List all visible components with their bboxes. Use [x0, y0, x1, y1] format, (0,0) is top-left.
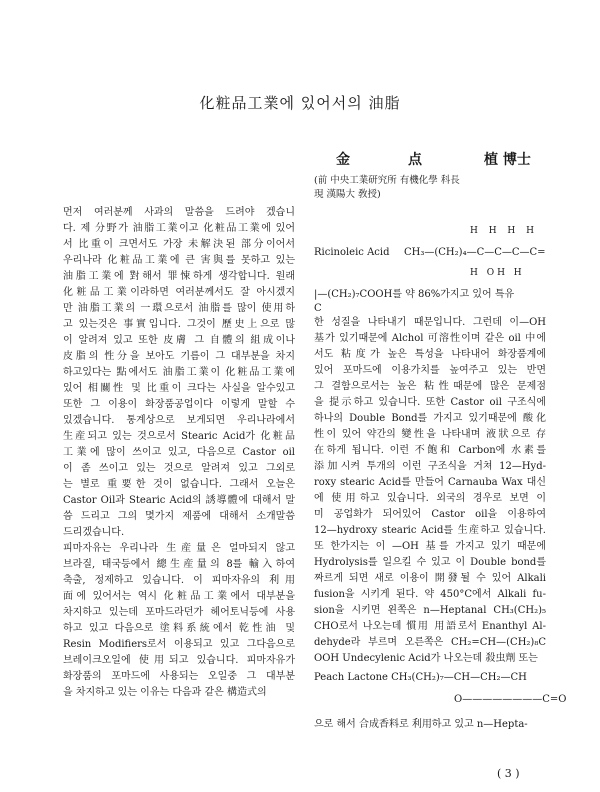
text-line: Hydrolysis를 일으킬 수 있고 이 Double bond를	[314, 557, 546, 568]
text-line: 화장품의 포마드에 사용되는 오일중 그 대부분	[63, 671, 295, 682]
article-title: 化粧品工業에 있어서의 油脂	[199, 94, 401, 112]
text-line: sion을 시키면 왼쪽은 n—Heptanal CH₃(CH₂)₅	[314, 605, 546, 616]
text-line: 씀 드리고 그의 몇가지 제품에 대해서 소개말씀	[63, 511, 295, 522]
text-line: 하고있다는 點에서도 油脂工業이 化粧品工業에	[63, 367, 295, 378]
text-line: 하고 있고 다음으로 塗料系統에서 乾性油 및	[63, 623, 295, 634]
text-line: 피마자유는 우리나라 生産量은 얼마되지 않고	[63, 543, 295, 554]
peach-line-2: O————————C=O	[454, 694, 567, 705]
author-affiliation-2: 現 漢陽大 敎授)	[314, 189, 381, 200]
text-line: 짜르게 되면 새로 이용이 開發될 수 있어 Alkali	[314, 573, 546, 584]
text-line: 있어 相關性 및 比重이 크다는 사실을 알수있고	[63, 383, 295, 394]
text-line: 먼저 여러분께 사과의 말씀을 드려야 겠습니	[63, 207, 295, 218]
ricinoleic-formula	[314, 205, 546, 278]
text-line: 미 공업화가 되어있어 Castor oil을 이용하여	[314, 509, 546, 520]
text-line: 한 성질을 나타내기 때문입니다. 그런데 이—OH	[314, 317, 546, 328]
text-line: 을 차지하고 있는 이유는 다음과 같은 構造式의	[63, 687, 267, 698]
text-line: 서도 粘度가 높은 특성을 나타내어 화장품계에	[314, 349, 546, 360]
text-line: 基가 있기때문에 Alchol 可溶性이며 같은 oil 中에	[314, 333, 546, 344]
text-line: 차지하고 있는데 포마드라던가 헤어토닉등에 사용	[63, 607, 295, 618]
author-surname: 金	[336, 152, 350, 168]
text-line: 12—hydroxy stearic Acid를 生産하고 있습니다.	[314, 525, 546, 536]
formula-chain: CH₃—(CH₂)₄—C—C—C—C=	[404, 247, 546, 258]
text-line: Castor Oil과 Stearic Acid의 誘導體에 대해서 말	[63, 495, 295, 506]
text-line: 서 比重이 크면서도 가장 未解決된 部分이어서	[63, 239, 295, 250]
text-line: 이 좀 쓰이고 있는 것으로 알려져 있고 그외로	[63, 463, 295, 474]
text-line: roxy stearic Acid를 만들어 Carnauba Wax 대신	[314, 477, 546, 488]
text-line: 만 油脂工業의 一環으로서 油脂를 많이 使用하	[63, 303, 295, 314]
text-line: dehyde라 부르며 오른쪽은 CH₂=CH—(CH₂)₈C	[314, 637, 546, 648]
author-affiliation-1: (前 中央工業研究所 有機化學 科長	[314, 175, 460, 186]
text-line: 그 결함으로서는 높은 粘性때문에 많은 문제점	[314, 381, 546, 392]
text-line: 化粧品工業이라하면 여러분께서도 잘 아시겠지	[63, 287, 295, 298]
text-line: 고 있는것은 事實입니다. 그것이 歷史上으로 많	[63, 319, 295, 330]
text-line: 皮脂의 性分을 보아도 기름이 그 대부분을 차지	[63, 351, 295, 362]
text-line: 브레이크오일에 使用되고 있습니다. 피마자유가	[63, 655, 295, 666]
formula-tail: |—(CH₂)₇COOH를 약 86%가지고 있어 특유	[314, 289, 515, 300]
formula-label: Ricinoleic Acid	[314, 247, 390, 258]
left-column	[63, 205, 295, 701]
peach-line-1: Peach Lactone CH₃(CH₂)₇—CH—CH₂—CH	[314, 672, 527, 683]
text-line: 또 한가지는 이 —OH 基를 가지고 있기 때문에	[314, 541, 546, 552]
text-line: 이 알려져 있고 또한 皮膚 그 自體의 組成이나	[63, 335, 295, 346]
text-line: 面에 있어서는 역시 化粧品工業에서 대부분을	[63, 591, 295, 602]
text-line: fusion을 시키게 된다. 약 450°C에서 Alkali fu-	[314, 589, 546, 600]
text-line: OOH Undecylenic Acid가 나오는데 殺虫劑 또는	[314, 653, 538, 664]
text-line: 에 使用하고 있습니다. 외국의 경우로 보면 이	[314, 493, 546, 504]
text-line: 生産되고 있는 것으로서 Stearic Acid가 化粧品	[63, 431, 295, 442]
text-line: 油脂工業에 對해서 罪悚하게 생각합니다. 원래	[63, 271, 295, 282]
text-line: 축출, 정제하고 있습니다. 이 피마자유의 利用	[63, 575, 295, 586]
peach-lactone-formula	[314, 667, 567, 717]
page-number: ( 3 )	[497, 767, 520, 780]
text-line: 브라질, 태국등에서 總生産量의 8를 輸入하여	[63, 559, 295, 570]
text-line: 있어 포마드에 이용가치를 높여주고 있는 반면	[314, 365, 546, 376]
right-column-text-b	[314, 717, 546, 733]
text-line: 添加시켜 투개의 이런 구조식을 거쳐 12—Hyd-	[314, 461, 546, 472]
author-given-1: 点	[408, 152, 422, 168]
formula-h-top: H H H H	[470, 226, 538, 236]
text-line: 으로 해서 合成香料로 利用하고 있고 n—Hepta-	[314, 719, 528, 730]
text-line: 性이 있어 약간의 變性을 나타내며 液狀으로 存	[314, 429, 546, 440]
text-line: 다. 제 分野가 油脂工業이고 化粧品工業에 있어	[63, 223, 295, 234]
text-line: 또한 그 이용이 화장품공업이다 이렇게 말할 수	[63, 399, 295, 410]
text-line: 을 提示하고 있습니다. 또한 Castor oil 구조식에	[314, 397, 546, 408]
text-line: Resin Modifiers로서 이용되고 있고 그다음으로	[63, 639, 295, 650]
text-line: 在하게 됩니다. 이런 不飽和 Carbon에 水素를	[314, 445, 546, 456]
text-line: CHO로서 나오는데 慣用 用語로서 Enanthyl Al-	[314, 621, 546, 632]
right-column	[314, 205, 567, 733]
formula-c: C	[314, 303, 322, 314]
right-column-text-a	[314, 315, 546, 667]
text-line: 하나의 Double Bond를 가지고 있기때문에 酸化	[314, 413, 546, 424]
text-line: 工業에 많이 쓰이고 있고, 다음으로 Castor oil	[63, 447, 295, 458]
author-given-2: 植 博士	[484, 152, 531, 168]
text-line: 우리나라 化粧品工業에 큰 害與를 못하고 있는	[63, 255, 295, 266]
text-line: 는 별로 重要한 것이 없습니다. 그래서 오늘은	[63, 479, 295, 490]
text-line: 있겠습니다. 통계상으로 보게되면 우리나라에서	[63, 415, 295, 426]
formula-h-bottom: H OH H	[470, 268, 525, 278]
text-line: 드리겠습니다.	[63, 527, 125, 538]
